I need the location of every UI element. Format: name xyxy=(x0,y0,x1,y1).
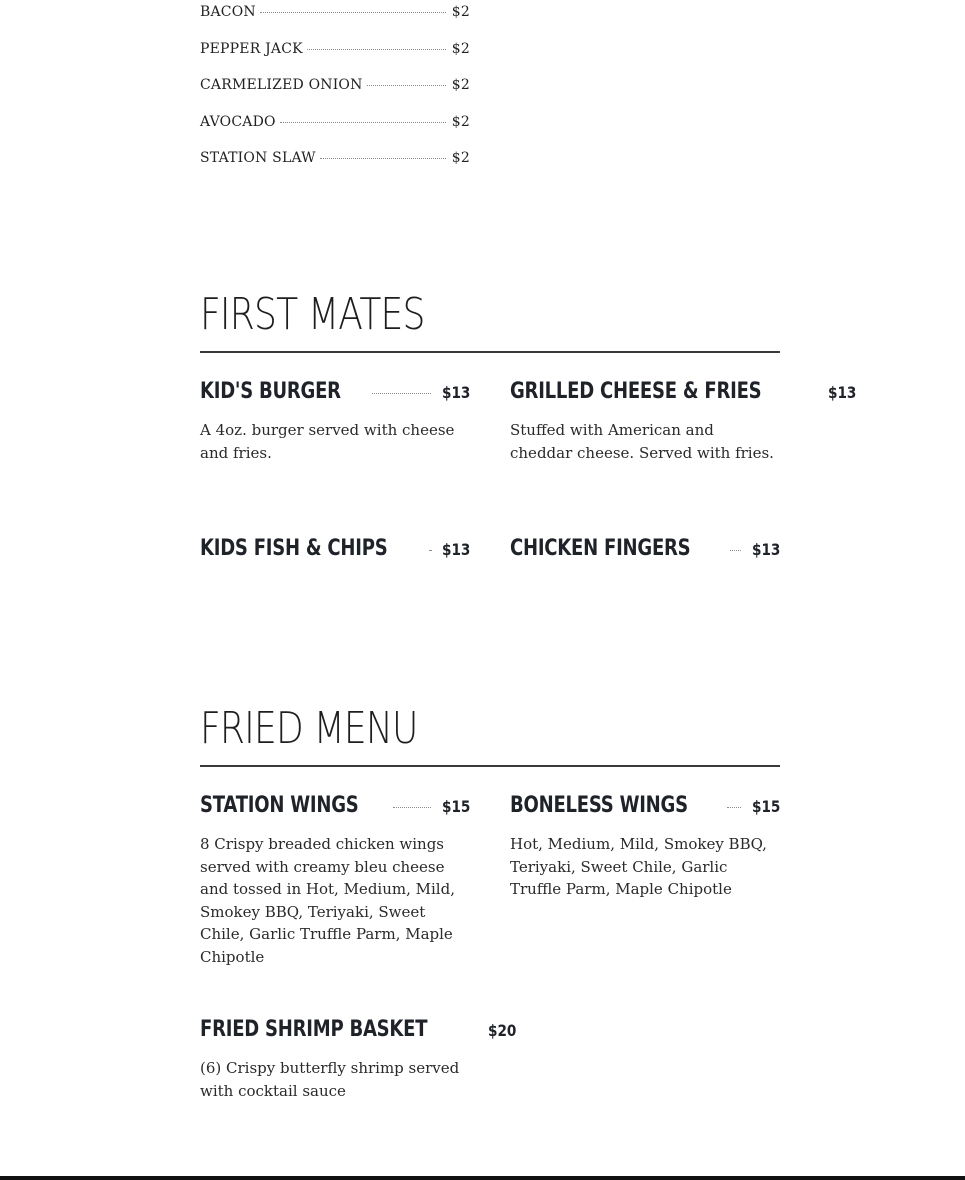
addon-price: $2 xyxy=(451,150,470,166)
addon-item xyxy=(200,4,470,41)
item-price: $15 xyxy=(751,797,780,816)
item-name: GRILLED CHEESE & FRIES xyxy=(510,379,762,404)
item-price: $13 xyxy=(827,383,856,402)
dot-leader xyxy=(429,550,431,551)
menu-item xyxy=(200,793,470,968)
addon-item xyxy=(200,150,470,187)
section-divider xyxy=(200,765,780,767)
addon-name: BACON xyxy=(200,4,256,20)
section-title: FRIED MENU xyxy=(200,703,418,754)
menu-item xyxy=(510,793,780,901)
item-description: Hot, Medium, Mild, Smokey BBQ, Teriyaki, Sweet Chile, Garlic Truffle Parm, Maple Chipotle xyxy=(510,835,767,898)
addon-price: $2 xyxy=(451,77,470,93)
addon-price: $2 xyxy=(451,113,470,130)
dot-leader xyxy=(307,49,446,50)
item-price: $13 xyxy=(441,540,470,559)
dot-leader xyxy=(260,12,446,13)
addon-name: STATION SLAW xyxy=(200,150,316,166)
item-price: $15 xyxy=(441,797,470,816)
dot-leader xyxy=(367,85,446,86)
section-divider xyxy=(200,351,780,353)
menu-item xyxy=(510,536,780,561)
dot-leader xyxy=(393,807,430,808)
addon-name: PEPPER JACK xyxy=(200,40,303,57)
menu-item xyxy=(200,1017,517,1102)
addon-item xyxy=(200,77,470,114)
addon-name: CARMELIZED ONION xyxy=(200,77,363,93)
dot-leader xyxy=(730,550,741,551)
item-name: CHICKEN FINGERS xyxy=(510,536,691,561)
addon-list xyxy=(200,4,470,187)
item-price: $20 xyxy=(488,1021,517,1040)
item-description: (6) Crispy butterfly shrimp served with cocktail sauce xyxy=(200,1059,460,1100)
item-name: BONELESS WINGS xyxy=(510,793,688,818)
addon-price: $2 xyxy=(451,40,470,57)
fried-menu-section xyxy=(200,701,780,1121)
item-name: KIDS FISH & CHIPS xyxy=(200,536,388,561)
item-description: A 4oz. burger served with cheese and fries. xyxy=(200,421,455,462)
addon-item xyxy=(200,41,470,78)
item-price: $13 xyxy=(751,540,780,559)
menu-item xyxy=(200,536,470,561)
addon-item xyxy=(200,114,470,151)
addon-price: $2 xyxy=(451,4,470,20)
item-description: 8 Crispy breaded chicken wings served with creamy bleu cheese and tossed in Hot, Medium, Mild, Smokey BBQ, Teriyaki, Sweet Chile, Garlic Truffle Parm, Maple Chipotle xyxy=(200,835,455,966)
first-mates-section xyxy=(200,287,856,587)
item-name: STATION WINGS xyxy=(200,793,359,818)
item-price: $13 xyxy=(441,383,470,402)
item-description: Stuffed with American and cheddar cheese. Served with fries. xyxy=(510,421,774,462)
item-name: FRIED SHRIMP BASKET xyxy=(200,1017,428,1042)
item-name: KID'S BURGER xyxy=(200,379,341,404)
dot-leader xyxy=(320,158,446,159)
section-title: FIRST MATES xyxy=(200,289,425,340)
menu-item xyxy=(200,379,470,464)
dot-leader xyxy=(280,122,446,123)
dot-leader xyxy=(372,393,431,394)
footer-divider xyxy=(0,1176,965,1180)
dot-leader xyxy=(727,807,741,808)
addon-name: AVOCADO xyxy=(200,113,276,130)
menu-item xyxy=(510,379,856,464)
